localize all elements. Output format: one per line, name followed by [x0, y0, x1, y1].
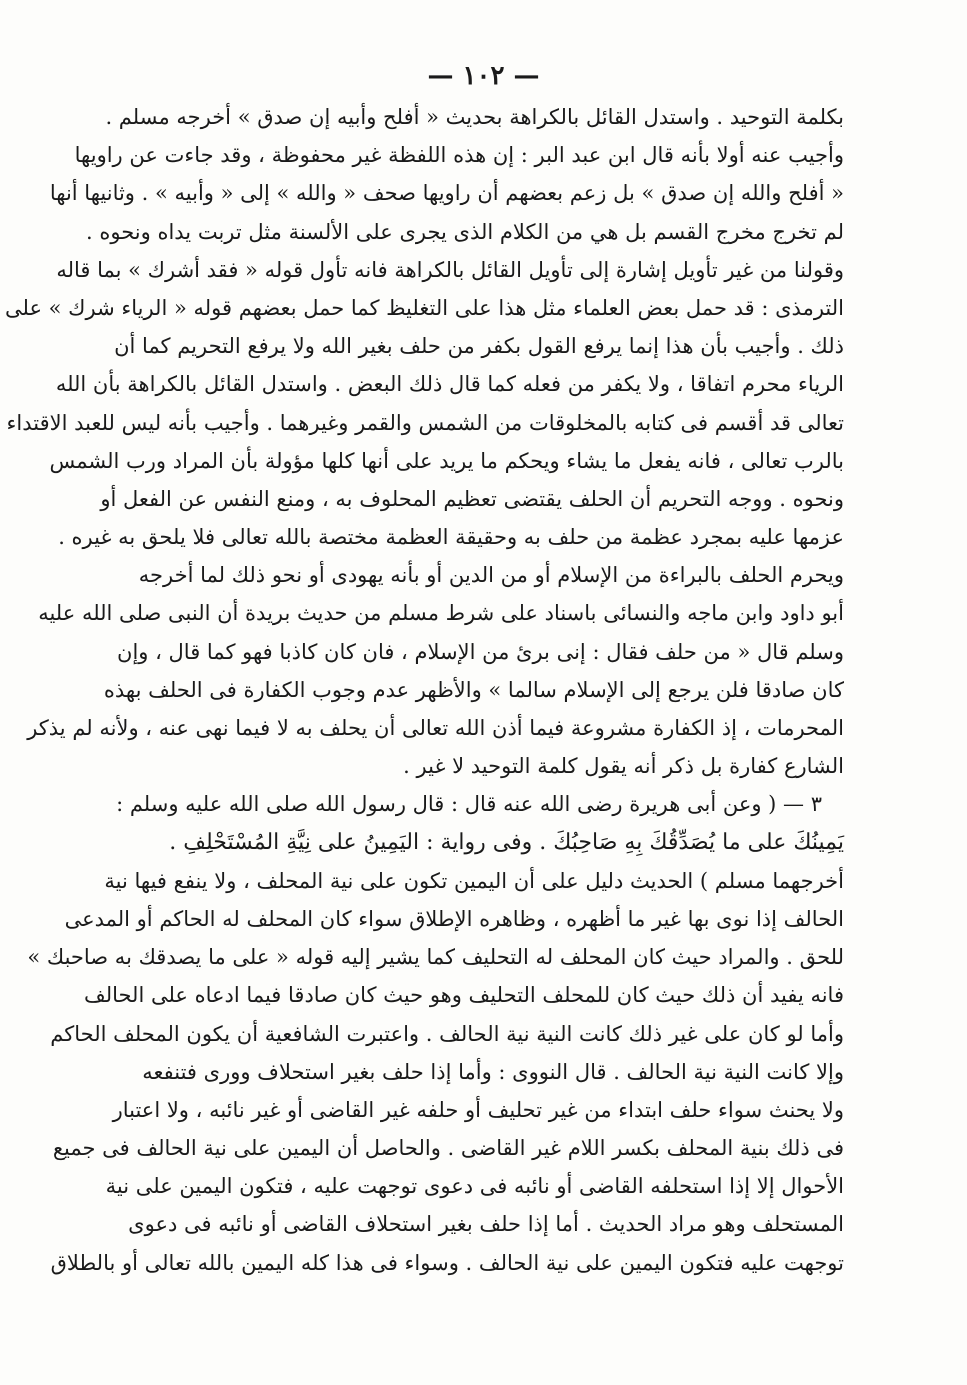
text-line: وإلا كانت النية نية الحالف . قال النووى : وأما إذا حلف بغير استحلاف وورى فتنفعه [142, 1059, 844, 1084]
text-line: وأما لو كان على غير ذلك كانت النية نية الحالف . واعتبرت الشافعية أن يكون المحلف الحاكم [50, 1021, 844, 1046]
text-line: المستحلف وهو مراد الحديث . أما إذا حلف بغير استحلاف القاضى أو نائبه فى دعوى [128, 1212, 844, 1237]
text-line: للحق . والمراد حيث كان المحلف له التحليف كما يشير إليه قوله « على ما يصدقك به صاحبك » [27, 945, 844, 970]
text-line: وسلم قال « من حلف فقال : إنى برئ من الإسلام ، فان كان كاذبا فهو كما قال ، وإن [117, 639, 844, 664]
text-line: كان صادقا فلن يرجع إلى الإسلام سالما » والأظهر عدم وجوب الكفارة فى الحلف بهذه [103, 677, 844, 702]
text-line: بالرب تعالى ، فانه يفعل ما يشاء ويحكم ما يريد على أنها كلها مؤولة بأن المراد ورب الشمس [49, 448, 844, 473]
text-line: فى ذلك بنية المحلف بكسر اللام غير القاضى . والحاصل أن اليمين على نية الحالف فى جميع [52, 1136, 844, 1161]
text-line: أبو داود وابن ماجه والنسائى باسناد على شرط مسلم من حديث بريدة أن النبى صلى الله عليه [38, 601, 844, 626]
text-line: الترمذى : قد حمل بعض العلماء مثل هذا على التغليظ كما حمل بعضهم قوله « الرياء شرك » على [4, 295, 844, 320]
text-line: توجهت عليه فتكون اليمين على نية الحالف . وسواء فى هذا كله اليمين بالله تعالى أو بالطلاق [50, 1250, 844, 1275]
text-line: الشارع كفارة بل ذكر أنه يقول كلمة التوحيد لا غير . [403, 754, 844, 779]
text-line: لم تخرج مخرج القسم بل هي من الكلام الذى يجرى على الألسنة مثل تربت يداه ونحوه . [86, 219, 844, 244]
text-line: ولا يحنث سواء حلف ابتداء من غير تحليف أو حلفه غير القاضى أو غير نائبه ، ولا اعتبار [112, 1097, 844, 1122]
text-line: « أفلح والله إن صدق » بل زعم بعضهم أن راويها صحف « والله » إلى « وأبيه » . وثانيها أنها [49, 181, 844, 206]
text-line: عزمها عليه بمجرد عظمة من حلف به وحقيقة العظمة مختصة بالله تعالى فلا يلحق به غيره . [58, 525, 844, 550]
text-line: ويحرم الحلف بالبراءة من الإسلام أو من الدين أو بأنه يهودى أو نحو ذلك لما أخرجه [138, 563, 844, 588]
hadith-text: يَمِينُكَ على ما يُصَدِّقُكَ بِهِ صَاحِبُكَ . وفى رواية : اليَمِينُ على نِيَّةِ المُسْتَحْلِفِ . [169, 829, 844, 855]
text-line: تعالى قد أقسم فى كتابه بالمخلوقات من الشمس والقمر وغيرهما . وأجيب بأنه ليس للعبد الاقتداء [6, 410, 844, 435]
text-line: بكلمة التوحيد . واستدل القائل بالكراهة بحديث « أفلح وأبيه إن صدق » أخرجه مسلم . [105, 105, 844, 129]
text-line: المحرمات ، إذ الكفارة مشروعة فيما أذن الله تعالى أن يحلف به لا فيما نهى عنه ، ولأنه لم يذكر [27, 716, 844, 740]
text-line: ذلك . وأجيب بأن هذا إنما يرفع القول بكفر من حلف بغير الله ولا يرفع التحريم كما أن [114, 334, 844, 359]
text-line: الحالف إذا نوى بها غير ما أظهره ، وظاهره الإطلاق سواء كان المحلف له الحاكم أو المدعى [64, 906, 844, 931]
text-line: وأجيب عنه أولا بأنه قال ابن عبد البر : إن هذه اللفظة غير محفوظة ، وقد جاءت عن راويها [74, 143, 844, 168]
hadith-heading: ٣ — ( وعن أبى هريرة رضى الله عنه قال : قال رسول الله صلى الله عليه وسلم : [116, 792, 822, 817]
text-line: الأحوال إلا إذا استحلفه القاضى أو نائبه فى دعوى توجهت عليه ، فتكون اليمين على نية [105, 1174, 844, 1199]
page-number: — ١٠٢ — [427, 61, 540, 91]
text-line: الرياء محرم اتفاقا ، ولا يكفر من فعله كما قال ذلك البعض . واستدل القائل بالكراهة بأن الله [55, 372, 844, 397]
text-line: أخرجهما مسلم ) الحديث دليل على أن اليمين تكون على نية المحلف ، ولا ينفع فيها نية [104, 868, 844, 893]
text-line: وقولنا من غير تأويل إشارة إلى تأويل القائل بالكراهة فانه تأول قوله « فقد أشرك » بما قاله [56, 257, 844, 282]
text-line: فانه يفيد أن ذلك حيث كان للمحلف التحليف وهو حيث كان صادقا فيما ادعاه على الحالف [83, 983, 844, 1008]
text-line: ونحوه . ووجه التحريم أن الحلف يقتضى تعظيم المحلوف به ، ومنع النفس عن الفعل أو [100, 486, 844, 511]
body-text [4, 98, 844, 1282]
